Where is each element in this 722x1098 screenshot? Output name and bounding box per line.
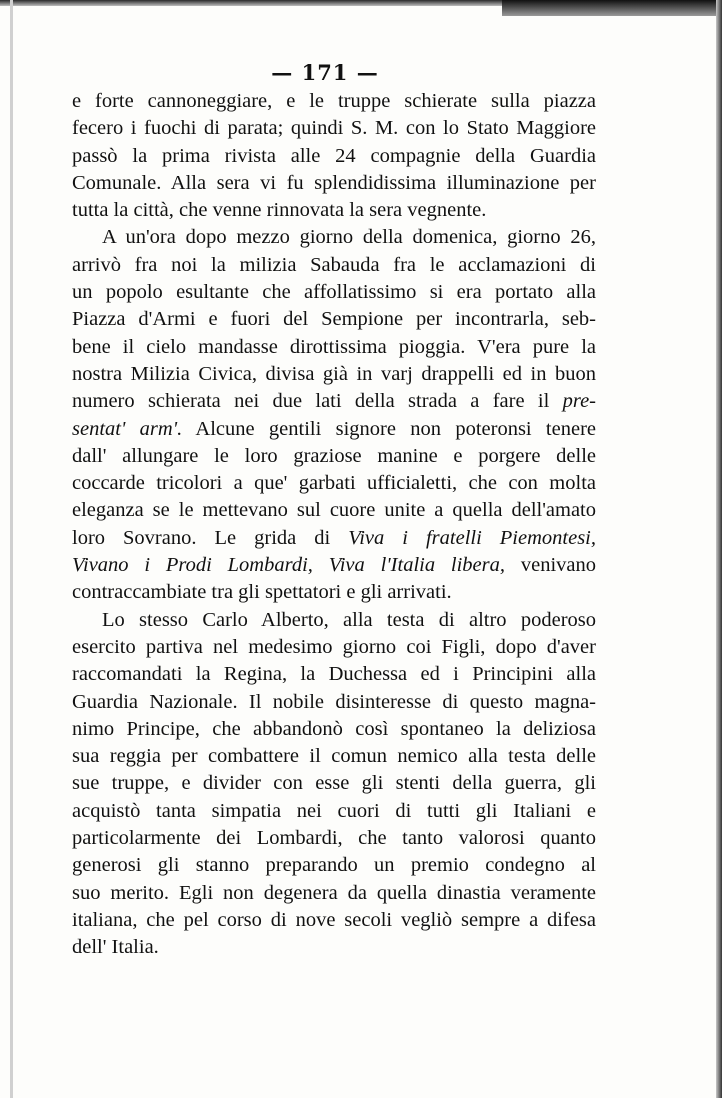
italic-fragment: pre- xyxy=(562,390,597,413)
paragraph-3 xyxy=(72,607,596,962)
scan-edge-left xyxy=(10,0,13,1098)
text-line: acquistò tanta simpatia nei cuori di tutti gli Italiani e xyxy=(72,799,596,822)
text-line: dall' allungare le loro graziose manine e porgere delle xyxy=(72,444,596,467)
text-fragment: Alcune gentili signore non poteronsi tenere xyxy=(195,417,596,440)
text-fragment: loro Sovrano. Le grida di xyxy=(72,526,331,549)
text-line xyxy=(72,552,596,579)
paragraph-1 xyxy=(72,88,596,224)
paragraph-2 xyxy=(72,224,596,606)
text-line: generosi gli stanno preparando un premio condegno al xyxy=(72,854,596,877)
page-number: — 171 — xyxy=(271,60,379,85)
text-line: nimo Principe, che abbandonò così spontaneo la deliziosa xyxy=(72,717,596,740)
text-line: nostra Milizia Civica, divisa già in varj drappelli ed in buon xyxy=(72,362,596,385)
text-line: esercito partiva nel medesimo giorno coi Figli, dopo d'aver xyxy=(72,635,596,658)
text-line: Piazza d'Armi e fuori del Sempione per incontrarla, seb- xyxy=(72,308,596,331)
text-fragment: venivano xyxy=(520,554,596,577)
text-fragment: numero schierata nei due lati della strada a fare il xyxy=(72,390,550,413)
text-line: contraccambiate tra gli spettatori e gli arrivati. xyxy=(72,581,452,604)
scan-edge-right xyxy=(716,0,722,1098)
italic-fragment: Vivano i Prodi Lombardi, Viva l'Italia libera, xyxy=(72,554,506,577)
text-line: sua reggia per combattere il comun nemico alla testa delle xyxy=(72,745,596,768)
italic-fragment: sentat' arm'. xyxy=(72,417,183,440)
text-line: un popolo esultante che affollatissimo si era portato alla xyxy=(72,281,596,304)
body-text xyxy=(72,88,596,962)
text-line: Lo stesso Carlo Alberto, alla testa di altro poderoso xyxy=(102,608,596,631)
text-line: coccarde tricolori a que' garbati ufficialetti, che con molta xyxy=(72,472,596,495)
text-line: bene il cielo mandasse dirottissima pioggia. V'era pure la xyxy=(72,335,596,358)
text-line: raccomandati la Regina, la Duchessa ed i Principini alla xyxy=(72,663,596,686)
text-line: italiana, che pel corso di nove secoli vegliò sempre a difesa xyxy=(72,908,596,931)
text-line xyxy=(72,525,596,552)
text-line: dell' Italia. xyxy=(72,936,159,959)
text-line: e forte cannoneggiare, e le truppe schierate sulla piazza xyxy=(72,90,596,112)
text-line: fecero i fuochi di parata; quindi S. M. con lo Stato Maggiore xyxy=(72,117,596,140)
text-line: Guardia Nazionale. Il nobile disinteresse di questo magna- xyxy=(72,690,596,713)
text-line: suo merito. Egli non degenera da quella dinastia veramente xyxy=(72,881,596,904)
text-line: arrivò fra noi la milizia Sabauda fra le acclamazioni di xyxy=(72,253,596,276)
scan-edge-top-right xyxy=(502,0,722,16)
text-line: Comunale. Alla sera vi fu splendidissima illuminazione per xyxy=(72,171,596,194)
text-line: eleganza se le mettevano sul cuore unite a quella dell'amato xyxy=(72,499,596,522)
text-line: sue truppe, e divider con esse gli stenti della guerra, gli xyxy=(72,772,596,795)
text-line xyxy=(72,388,596,415)
text-line xyxy=(72,416,596,443)
text-line: passò la prima rivista alle 24 compagnie della Guardia xyxy=(72,144,596,167)
text-line: A un'ora dopo mezzo giorno della domenica, giorno 26, xyxy=(102,226,596,249)
italic-fragment: Viva i fratelli Piemontesi, xyxy=(348,526,597,549)
text-line: tutta la città, che venne rinnovata la sera vegnente. xyxy=(72,199,487,222)
text-line: particolarmente dei Lombardi, che tanto valorosi quanto xyxy=(72,827,596,850)
